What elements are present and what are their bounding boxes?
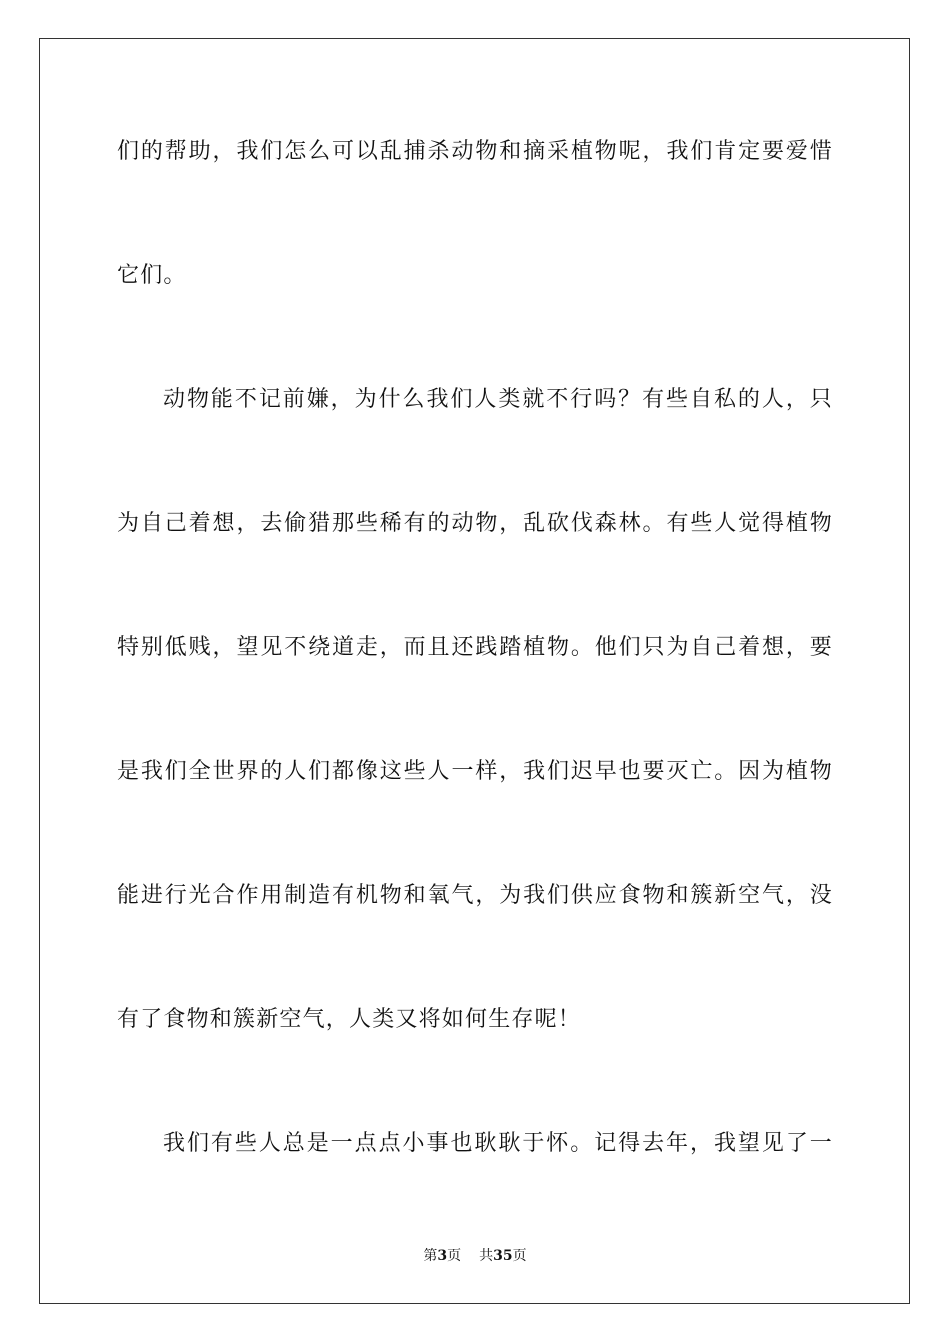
text-line: 特别低贱，望见不绕道走，而且还践踏植物。他们只为自己着想，要 (117, 635, 833, 660)
page-number: 3 (437, 1248, 448, 1264)
total-suffix: 页 (512, 1248, 527, 1264)
text-line: 是我们全世界的人们都像这些人一样，我们迟早也要灭亡。因为植物 (117, 759, 833, 784)
page-prefix: 第 (423, 1248, 438, 1264)
text-line: 有了食物和簇新空气，人类又将如何生存呢！ (117, 1007, 582, 1032)
paragraph-start-line: 我们有些人总是一点点小事也耿耿于怀。记得去年，我望见了一 (163, 1131, 833, 1156)
total-pages: 35 (493, 1248, 513, 1264)
text-line: 它们。 (117, 263, 187, 288)
total-prefix: 共 (479, 1248, 494, 1264)
text-line: 为自己着想，去偷猎那些稀有的动物，乱砍伐森林。有些人觉得植物 (117, 511, 833, 536)
paragraph-start-line: 动物能不记前嫌，为什么我们人类就不行吗？有些自私的人，只 (163, 387, 833, 412)
text-line: 们的帮助，我们怎么可以乱捕杀动物和摘采植物呢，我们肯定要爱惜 (117, 139, 833, 164)
page-suffix: 页 (447, 1248, 462, 1264)
page-border (39, 38, 910, 1304)
text-line: 能进行光合作用制造有机物和氧气，为我们供应食物和簇新空气，没 (117, 883, 833, 908)
page-footer (0, 1247, 950, 1265)
